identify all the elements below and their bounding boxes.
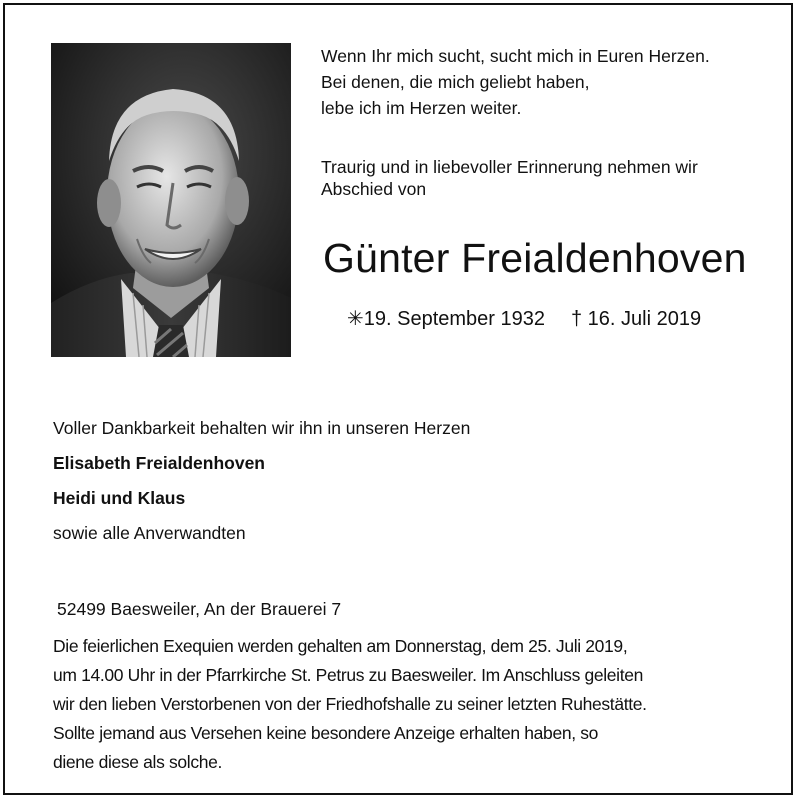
notice-line: Die feierlichen Exequien werden gehalten am Donnerstag, dem 25. Juli 2019, [53, 636, 628, 656]
obituary-frame [3, 3, 793, 795]
poem-line: Wenn Ihr mich sucht, sucht mich in Euren Herzen. [321, 46, 710, 66]
notice-line: Sollte jemand aus Versehen keine besondere Anzeige erhalten haben, so [53, 723, 599, 743]
notice-line: diene diese als solche. [53, 752, 223, 772]
birth-date: ✳19. September 1932 [347, 308, 545, 330]
mourner-name: Heidi und Klaus [53, 488, 186, 508]
mourners-block [53, 415, 470, 555]
intro-line: Abschied von [321, 179, 427, 199]
intro-line: Traurig und in liebevoller Erinnerung nehmen wir [321, 157, 698, 177]
gratitude-line: Voller Dankbarkeit behalten wir ihn in unseren Herzen [53, 418, 471, 438]
notice-line: wir den lieben Verstorbenen von der Friedhofshalle zu seiner letzten Ruhestätte. [53, 694, 647, 714]
death-date: † 16. Juli 2019 [571, 308, 702, 330]
relatives-line: sowie alle Anverwandten [53, 523, 246, 543]
notice-line: um 14.00 Uhr in der Pfarrkirche St. Petrus zu Baesweiler. Im Anschluss geleiten [53, 665, 643, 685]
funeral-notice [53, 632, 793, 777]
farewell-intro [321, 156, 698, 200]
poem-line: Bei denen, die mich geliebt haben, [321, 72, 590, 92]
life-dates [347, 305, 701, 333]
memorial-poem [321, 43, 710, 121]
deceased-name: Günter Freialdenhoven [323, 235, 747, 281]
family-address: 52499 Baesweiler, An der Brauerei 7 [57, 599, 342, 619]
portrait-image [51, 43, 291, 357]
poem-line: lebe ich im Herzen weiter. [321, 98, 522, 118]
portrait-photo [51, 43, 291, 357]
mourner-name: Elisabeth Freialdenhoven [53, 453, 265, 473]
